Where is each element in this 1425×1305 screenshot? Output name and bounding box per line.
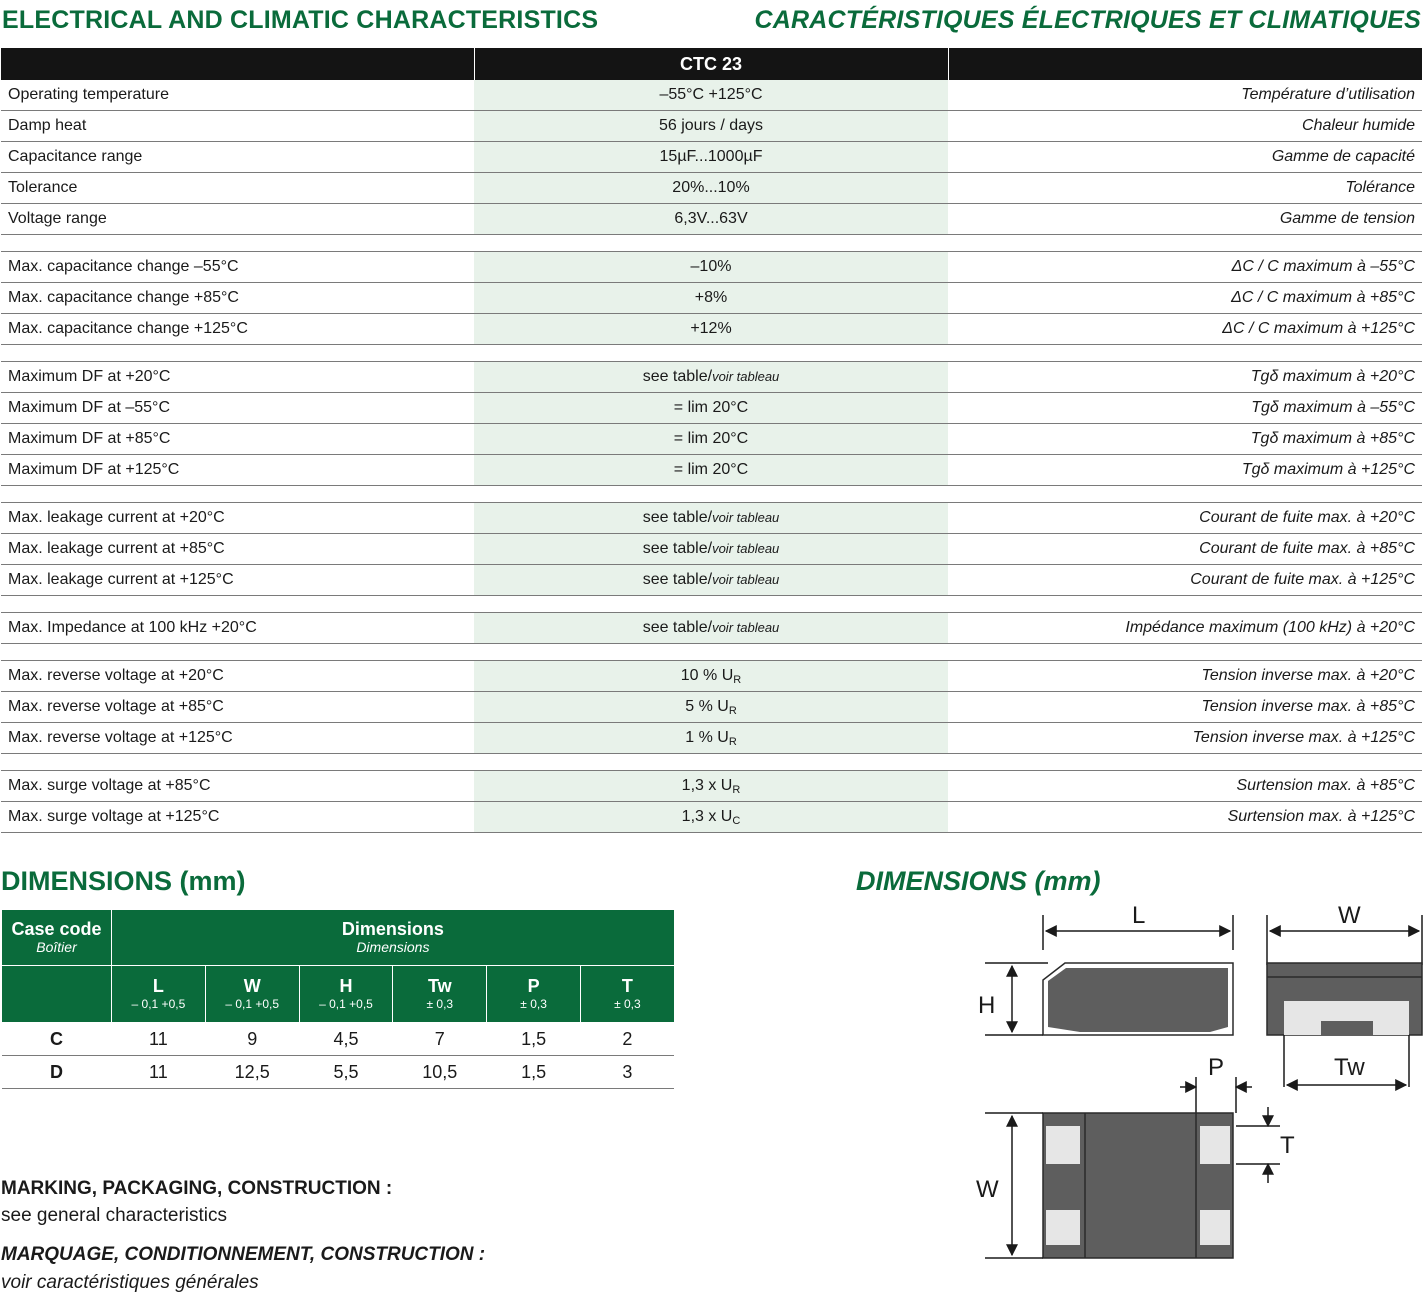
table-row xyxy=(1,173,1422,204)
table-row xyxy=(1,565,1422,596)
bottom-terminal-pad xyxy=(1200,1126,1230,1164)
value-voir-tableau: voir tableau xyxy=(712,572,780,587)
table-row xyxy=(1,362,1422,393)
case-code-subheader-blank xyxy=(2,966,112,1023)
value-main: 10 % U xyxy=(680,667,734,684)
end-view xyxy=(1267,902,1422,1087)
dimension-cell: 11 xyxy=(112,1023,206,1056)
table-row xyxy=(1,613,1422,644)
dimensions-header-row xyxy=(2,910,675,966)
row-label-fr: Gamme de tension xyxy=(948,204,1422,235)
table-row xyxy=(1,252,1422,283)
row-label-fr: ΔC / C maximum à +125°C xyxy=(948,314,1422,345)
case-dimensions-diagram xyxy=(960,895,1425,1275)
end-anode-tab xyxy=(1321,1021,1373,1035)
dimension-cell: 1,5 xyxy=(487,1023,581,1056)
row-label-fr: Tgδ maximum à +125°C xyxy=(948,455,1422,486)
column-tolerance: ± 0,3 xyxy=(426,997,454,1011)
row-value xyxy=(474,362,948,393)
column-tolerance: – 0,1 +0,5 xyxy=(319,997,373,1011)
row-label-fr: Courant de fuite max. à +85°C xyxy=(948,534,1422,565)
row-value: = lim 20°C xyxy=(474,424,948,455)
case-code-label-fr: Boîtier xyxy=(36,939,77,955)
dimension-cell: 1,5 xyxy=(487,1056,581,1089)
value-subscript: R xyxy=(728,736,737,748)
dimension-cell: 3 xyxy=(580,1056,674,1089)
row-label-fr: Chaleur humide xyxy=(948,111,1422,142)
case-code-header xyxy=(2,910,112,966)
row-value: –55°C +125°C xyxy=(474,80,948,111)
bottom-terminal-pad xyxy=(1200,1210,1230,1245)
column-name: P xyxy=(527,976,540,996)
table-row xyxy=(1,314,1422,345)
bottom-terminal-pad xyxy=(1046,1210,1080,1245)
row-label-fr: Impédance maximum (100 kHz) à +20°C xyxy=(948,613,1422,644)
value-main: 1,3 x U xyxy=(681,777,733,794)
row-label-fr: Tgδ maximum à +20°C xyxy=(948,362,1422,393)
table-row xyxy=(1,424,1422,455)
dimension-cell: 9 xyxy=(205,1023,299,1056)
value-voir-tableau: voir tableau xyxy=(712,541,780,556)
row-label-en: Max. capacitance change +125°C xyxy=(1,314,474,345)
row-value xyxy=(474,565,948,596)
row-label-fr: ΔC / C maximum à –55°C xyxy=(948,252,1422,283)
header-blank-left xyxy=(1,48,474,80)
table-row xyxy=(1,393,1422,424)
value-voir-tableau: voir tableau xyxy=(712,510,780,525)
value-subscript: C xyxy=(732,815,741,827)
table-row xyxy=(1,723,1422,754)
column-name: H xyxy=(339,976,353,996)
value-main: 5 % U xyxy=(685,698,729,715)
row-label-en: Maximum DF at +85°C xyxy=(1,424,474,455)
row-label-en: Max. capacitance change +85°C xyxy=(1,283,474,314)
row-label-fr: Tgδ maximum à –55°C xyxy=(948,393,1422,424)
column-header-h xyxy=(299,966,393,1023)
marking-heading-fr: MARQUAGE, CONDITIONNEMENT, CONSTRUCTION : xyxy=(1,1244,486,1265)
row-value: 15µF...1000µF xyxy=(474,142,948,173)
dimensions-label-fr: Dimensions xyxy=(356,939,430,955)
dimensions-group-header xyxy=(112,910,675,966)
table-row xyxy=(1,204,1422,235)
row-label-en: Operating temperature xyxy=(1,80,474,111)
side-view xyxy=(978,902,1233,1035)
dimensions-table xyxy=(1,909,675,1089)
label-tw: Tw xyxy=(1334,1054,1365,1081)
bottom-terminal-pad xyxy=(1046,1126,1080,1164)
value-see-table: see table/ xyxy=(642,540,713,557)
dimension-cell: 2 xyxy=(580,1023,674,1056)
row-label-fr: Température d’utilisation xyxy=(948,80,1422,111)
row-label-fr: Tolérance xyxy=(948,173,1422,204)
column-header-p xyxy=(487,966,581,1023)
value-voir-tableau: voir tableau xyxy=(712,369,780,384)
label-t: T xyxy=(1280,1132,1295,1159)
value-subscript: R xyxy=(732,784,741,796)
row-value xyxy=(474,613,948,644)
table-row xyxy=(1,661,1422,692)
value-see-table: see table/ xyxy=(642,509,713,526)
dimensions-label: Dimensions xyxy=(341,919,444,939)
row-value xyxy=(474,771,948,802)
group-spacer xyxy=(1,235,1422,252)
row-label-fr: ΔC / C maximum à +85°C xyxy=(948,283,1422,314)
column-tolerance: – 0,1 +0,5 xyxy=(225,997,280,1011)
table-row xyxy=(1,771,1422,802)
row-value: = lim 20°C xyxy=(474,393,948,424)
dimension-cell: 12,5 xyxy=(205,1056,299,1089)
row-label-en: Max. Impedance at 100 kHz +20°C xyxy=(1,613,474,644)
row-label-fr: Tgδ maximum à +85°C xyxy=(948,424,1422,455)
row-label-en: Max. surge voltage at +125°C xyxy=(1,802,474,833)
value-voir-tableau: voir tableau xyxy=(712,620,780,635)
label-w-side: W xyxy=(976,1176,999,1203)
column-name: L xyxy=(152,976,164,996)
value-main: 1,3 x U xyxy=(681,808,733,825)
value-see-table: see table/ xyxy=(642,619,713,636)
bottom-view xyxy=(976,1054,1295,1258)
table-row xyxy=(1,455,1422,486)
row-label-en: Max. reverse voltage at +20°C xyxy=(1,661,474,692)
dimensions-title-en: DIMENSIONS (mm) xyxy=(1,866,246,896)
group-spacer xyxy=(1,754,1422,771)
column-tolerance: ± 0,3 xyxy=(520,997,547,1011)
row-label-en: Max. leakage current at +20°C xyxy=(1,503,474,534)
column-tolerance: ± 0,3 xyxy=(614,997,641,1011)
label-h: H xyxy=(978,992,996,1019)
column-tolerance: – 0,1 +0,5 xyxy=(131,997,186,1011)
label-l: L xyxy=(1132,902,1146,929)
dimensions-subheader-row xyxy=(2,966,675,1023)
value-subscript: R xyxy=(733,674,742,686)
row-label-en: Max. reverse voltage at +125°C xyxy=(1,723,474,754)
table-row xyxy=(1,80,1422,111)
value-see-table: see table/ xyxy=(642,571,713,588)
row-label-en: Tolerance xyxy=(1,173,474,204)
row-value: +8% xyxy=(474,283,948,314)
column-label-ctc23: CTC 23 xyxy=(474,48,948,80)
case-code-cell: C xyxy=(2,1023,112,1056)
row-value: = lim 20°C xyxy=(474,455,948,486)
dimension-cell: 11 xyxy=(112,1056,206,1089)
row-label-en: Capacitance range xyxy=(1,142,474,173)
row-value: 56 jours / days xyxy=(474,111,948,142)
dimension-cell: 4,5 xyxy=(299,1023,393,1056)
dimension-cell: 5,5 xyxy=(299,1056,393,1089)
row-value xyxy=(474,692,948,723)
dimension-cell: 7 xyxy=(393,1023,487,1056)
row-value: 6,3V...63V xyxy=(474,204,948,235)
case-code-cell: D xyxy=(2,1056,112,1089)
row-value xyxy=(474,802,948,833)
table-row xyxy=(1,534,1422,565)
column-name: T xyxy=(621,976,633,996)
table-header-row xyxy=(1,48,1422,80)
row-label-fr: Tension inverse max. à +85°C xyxy=(948,692,1422,723)
side-body xyxy=(1048,968,1228,1032)
row-value xyxy=(474,534,948,565)
header-blank-right xyxy=(948,48,1422,80)
table-row xyxy=(1,692,1422,723)
row-value xyxy=(474,503,948,534)
label-p: P xyxy=(1208,1054,1225,1081)
row-label-fr: Surtension max. à +85°C xyxy=(948,771,1422,802)
row-label-fr: Surtension max. à +125°C xyxy=(948,802,1422,833)
table-row xyxy=(1,111,1422,142)
row-label-fr: Tension inverse max. à +125°C xyxy=(948,723,1422,754)
row-label-fr: Gamme de capacité xyxy=(948,142,1422,173)
value-subscript: R xyxy=(728,705,737,717)
row-label-en: Max. capacitance change –55°C xyxy=(1,252,474,283)
row-label-fr: Tension inverse max. à +20°C xyxy=(948,661,1422,692)
row-value xyxy=(474,723,948,754)
characteristics-table xyxy=(1,48,1422,833)
value-see-table: see table/ xyxy=(642,368,713,385)
column-name: W xyxy=(243,976,261,996)
row-value: –10% xyxy=(474,252,948,283)
dimensions-title-fr: DIMENSIONS (mm) xyxy=(856,866,1101,896)
marking-text-fr: voir caractéristiques générales xyxy=(1,1272,259,1293)
row-label-en: Max. surge voltage at +85°C xyxy=(1,771,474,802)
group-spacer xyxy=(1,486,1422,503)
row-label-fr: Courant de fuite max. à +20°C xyxy=(948,503,1422,534)
row-value: 20%...10% xyxy=(474,173,948,204)
group-spacer xyxy=(1,644,1422,661)
table-row xyxy=(1,283,1422,314)
group-spacer xyxy=(1,345,1422,362)
row-value xyxy=(474,661,948,692)
table-row xyxy=(2,1023,675,1056)
column-header-t xyxy=(580,966,674,1023)
case-code-label: Case code xyxy=(11,919,102,939)
row-label-en: Voltage range xyxy=(1,204,474,235)
value-main: 1 % U xyxy=(685,729,729,746)
column-name: Tw xyxy=(427,976,452,996)
title-fr: CARACTÉRISTIQUES ÉLECTRIQUES ET CLIMATIQUES xyxy=(754,6,1421,34)
table-row xyxy=(1,802,1422,833)
row-label-fr: Courant de fuite max. à +125°C xyxy=(948,565,1422,596)
dimension-cell: 10,5 xyxy=(393,1056,487,1089)
table-row xyxy=(1,142,1422,173)
marking-text-en: see general characteristics xyxy=(1,1205,227,1226)
column-header-tw xyxy=(393,966,487,1023)
label-w-top: W xyxy=(1338,902,1361,929)
row-label-en: Maximum DF at +20°C xyxy=(1,362,474,393)
group-spacer xyxy=(1,596,1422,613)
row-label-en: Max. leakage current at +125°C xyxy=(1,565,474,596)
row-value: +12% xyxy=(474,314,948,345)
column-header-l xyxy=(112,966,206,1023)
row-label-en: Damp heat xyxy=(1,111,474,142)
title-en: ELECTRICAL AND CLIMATIC CHARACTERISTICS xyxy=(2,6,599,34)
column-header-w xyxy=(205,966,299,1023)
table-row xyxy=(2,1056,675,1089)
row-label-en: Maximum DF at +125°C xyxy=(1,455,474,486)
marking-heading-en: MARKING, PACKAGING, CONSTRUCTION : xyxy=(1,1178,393,1199)
row-label-en: Max. reverse voltage at +85°C xyxy=(1,692,474,723)
row-label-en: Max. leakage current at +85°C xyxy=(1,534,474,565)
table-row xyxy=(1,503,1422,534)
row-label-en: Maximum DF at –55°C xyxy=(1,393,474,424)
